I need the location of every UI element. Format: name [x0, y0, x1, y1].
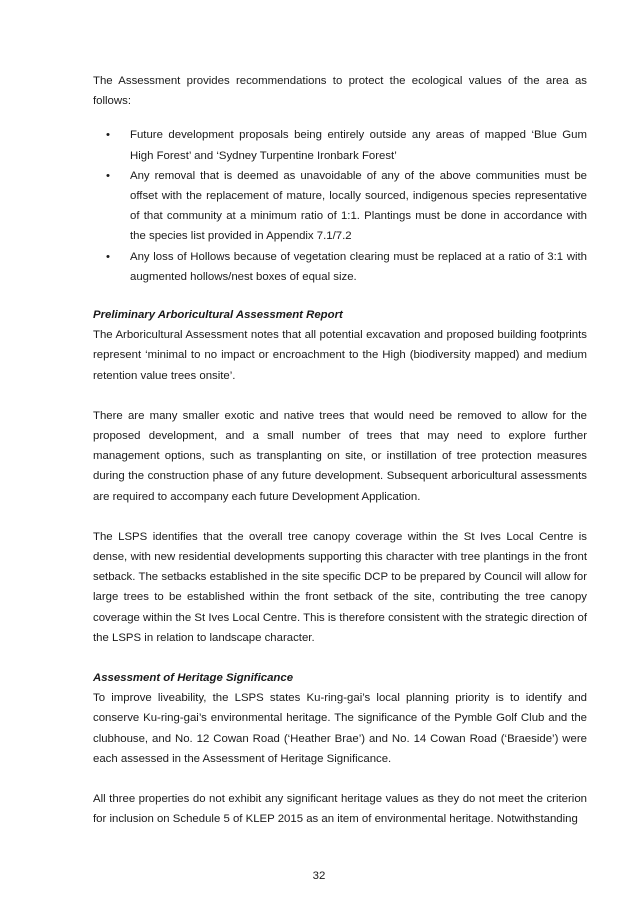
section-heading-heritage: Assessment of Heritage Significance — [93, 672, 294, 685]
heritage-paragraph-2: All three properties do not exhibit any significant heritage values as they do not meet the criterion for inclusion on Schedule 5 of KLEP 2015 as an item of environmental heritage. Notwithstanding — [93, 793, 587, 826]
list-item — [93, 125, 587, 165]
list-item — [93, 247, 587, 287]
list-item — [93, 166, 587, 247]
list-item-text: Any removal that is deemed as unavoidable of any of the above communities must be offset with the replacement of mature, locally sourced, indigenous species representative of that community at a minimum ratio of 1:1. Plantings must be done in accordance with the species list provided in Appendix 7.1/7.2 — [130, 169, 587, 243]
intro-paragraph: The Assessment provides recommendations to protect the ecological values of the area as follows: — [93, 75, 587, 108]
arboricultural-paragraph-3: The LSPS identifies that the overall tree canopy coverage within the St Ives Local Centre is dense, with new residential developments supporting this character with tree plantings in the front setback. The setbacks established in the site specific DCP to be prepared by Council will allow for large trees to be established within the front setback of the site, contributing the tree canopy coverage within the St Ives Local Centre. This is therefore consistent with the strategic direction of the LSPS in relation to landscape character. — [93, 530, 587, 644]
arboricultural-paragraph-2: There are many smaller exotic and native trees that would need be removed to allow for the proposed development, and a small number of trees that may need to explore further management options, such as transplanting on site, or instillation of tree protection measures during the construction phase of any future development. Subsequent arboricultural assessments are required to accompany each future Development Application. — [93, 409, 587, 503]
list-item-text: Future development proposals being entirely outside any areas of mapped ‘Blue Gum High Forest’ and ‘Sydney Turpentine Ironbark Forest’ — [130, 129, 587, 162]
recommendations-list — [93, 125, 587, 287]
page-number: 32 — [312, 870, 326, 882]
document-page — [93, 71, 587, 830]
bullet-icon: • — [106, 250, 110, 263]
list-item-text: Any loss of Hollows because of vegetation clearing must be replaced at a ratio of 3:1 with augmented hollows/nest boxes of equal size. — [130, 250, 587, 283]
section-heading-arboricultural: Preliminary Arboricultural Assessment Report — [93, 309, 343, 322]
arboricultural-paragraph-1: The Arboricultural Assessment notes that all potential excavation and proposed building footprints represent ‘minimal to no impact or encroachment to the High (biodiversity mapped) and medium retention value trees onsite’. — [93, 329, 587, 382]
heritage-paragraph-1: To improve liveability, the LSPS states Ku-ring-gai’s local planning priority is to identify and conserve Ku-ring-gai’s environmental heritage. The significance of the Pymble Golf Club and the clubhouse, and No. 12 Cowan Road (‘Heather Brae’) and No. 14 Cowan Road (‘Braeside’) were each assessed in the Assessment of Heritage Significance. — [93, 692, 587, 765]
bullet-icon: • — [106, 169, 110, 182]
bullet-icon: • — [106, 129, 110, 142]
